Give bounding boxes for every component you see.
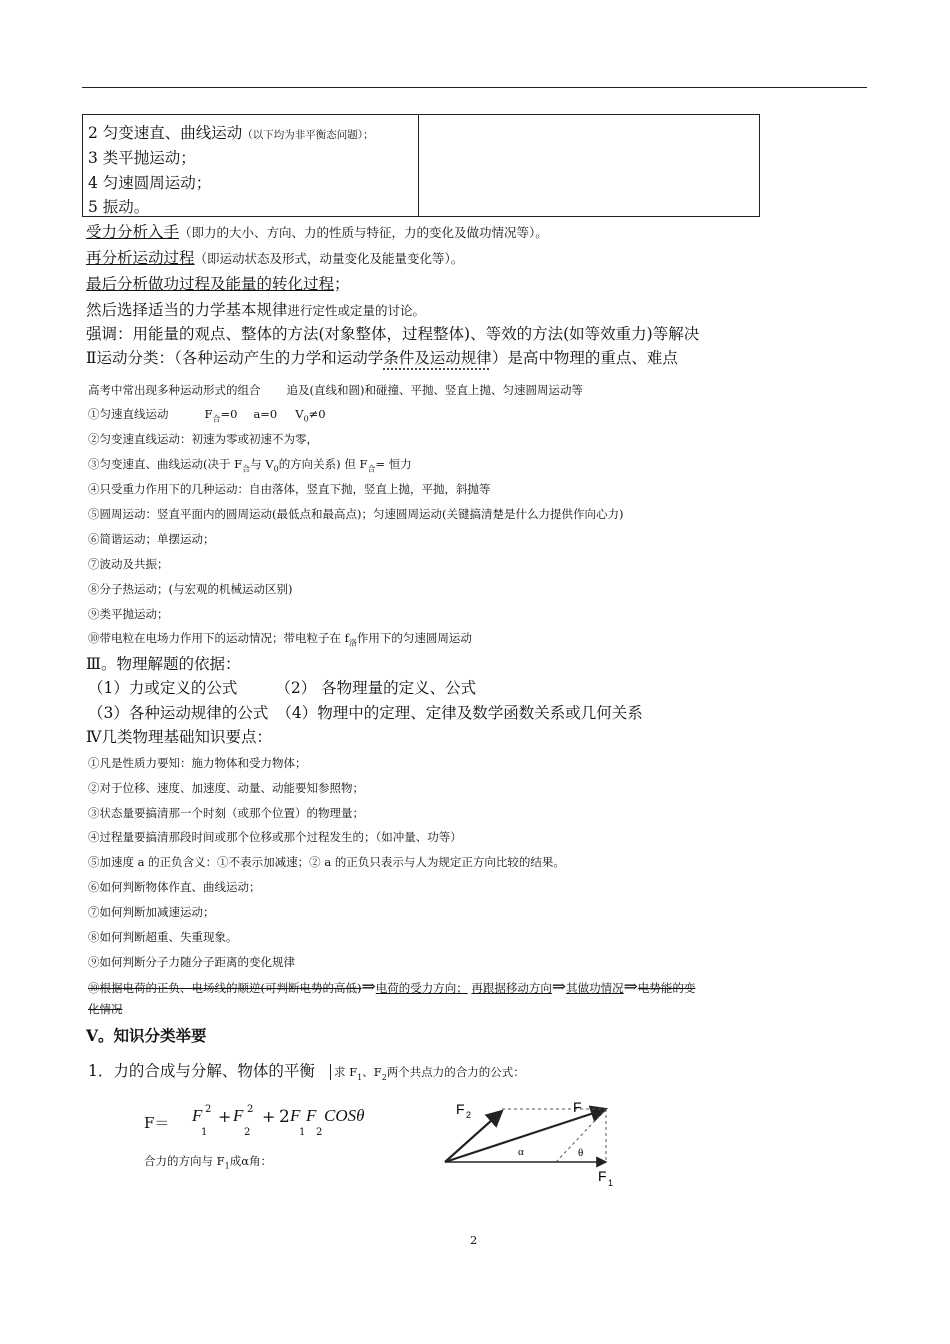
section-5-sub1: 1 — [357, 1073, 363, 1083]
section-5-s1d: 两个共点力的合力的公式： — [386, 1065, 525, 1079]
formula-plus-2: + — [262, 1107, 276, 1126]
motion-1-vsub: 0 — [303, 414, 309, 424]
formula-sub-2: 2 — [244, 1127, 251, 1138]
step-2 — [86, 246, 463, 268]
section-2-title — [86, 346, 678, 368]
step-1 — [86, 220, 548, 242]
formula-lhs: F＝ — [144, 1114, 170, 1132]
motion-1 — [88, 406, 326, 424]
table-row-3: 4 匀速圆周运动； — [88, 174, 212, 192]
table-row-1 — [88, 121, 374, 143]
motion-3-he: 合 — [242, 464, 251, 474]
table-row-2: 3 类平抛运动； — [88, 149, 196, 167]
direction-sub: 1 — [224, 1161, 230, 1171]
section-4-item-1: ①凡是性质力要知：施力物体和受力物体； — [88, 756, 307, 770]
section-3-l2a: （3）各种运动规律的公式 — [88, 704, 269, 722]
motion-3-d: = 恒力 — [375, 457, 412, 471]
combo-a: 高考中常出现多种运动形式的组合 — [88, 383, 261, 397]
label-f: F — [573, 1099, 582, 1115]
motion-table — [82, 114, 760, 217]
motion-1-label: ①匀速直线运动 — [88, 407, 169, 421]
section-4-item-10 — [88, 977, 695, 997]
bracket-mark — [320, 1064, 331, 1080]
motion-7: ⑦波动及共振； — [88, 557, 169, 571]
section-4-item-9: ⑨如何判断分子力随分子距离的变化规律 — [88, 955, 295, 969]
label-f2: F — [456, 1101, 465, 1117]
section-3-l1b: （2） 各物理量的定义、公式 — [275, 679, 477, 697]
table-row-1-main: 2 匀变速直、曲线运动 — [88, 124, 243, 142]
motion-1-a: a=0 — [253, 407, 278, 421]
section-4-item-3: ③状态量要搞清那一个时刻（或那个位置）的物理量； — [88, 806, 364, 820]
motion-9: ⑨类平抛运动； — [88, 607, 169, 621]
motion-4: ④只受重力作用下的几种运动：自由落体，竖直下抛，竖直上抛，平抛，斜抛等 — [88, 482, 491, 496]
item-10-p4: 其做功情况 — [566, 981, 624, 995]
force-parallelogram-diagram — [430, 1095, 630, 1195]
combo-line — [88, 382, 583, 398]
motion-1-f: F — [204, 407, 213, 421]
arrow-icon: ⇒ — [623, 977, 638, 997]
section-4-item-7: ⑦如何判断加减速运动； — [88, 905, 215, 919]
formula-f1: F — [192, 1106, 203, 1125]
section-3-line-1 — [88, 676, 476, 698]
step-1-tail: （即力的大小、方向、力的性质与特征，力的变化及做功情况等）。 — [179, 225, 548, 240]
item-10-p6: 化情况 — [88, 1002, 123, 1016]
section-2-dotted: 条件及运动规律 — [383, 349, 492, 367]
step-3-tail: ； — [334, 275, 350, 293]
motion-2: ②匀变速直线运动：初速为零或初速不为零， — [88, 432, 318, 446]
step-3-head: 最后分析做功过程及能量的转化过程 — [86, 275, 335, 293]
page-number: 2 — [470, 1233, 478, 1247]
formula-plus-1: + — [218, 1107, 232, 1126]
motion-3 — [88, 456, 412, 474]
direction-b: 成α角： — [229, 1154, 272, 1168]
motion-1-he: 合 — [212, 414, 221, 424]
formula-two: 2 — [279, 1107, 290, 1127]
section-5-item-1 — [88, 1059, 525, 1082]
section-5-s1b: 求 F — [333, 1065, 358, 1079]
label-theta: θ — [578, 1147, 584, 1159]
motion-3-a: ③匀变速直、曲线运动(决于 F — [88, 457, 243, 471]
arrow-icon: ⇒ — [361, 977, 376, 997]
formula-sub-3: 1 — [299, 1127, 306, 1138]
formula-sub-4: 2 — [316, 1127, 323, 1138]
formula-f4: F — [306, 1106, 317, 1125]
section-4-title: Ⅳ几类物理基础知识要点： — [86, 728, 272, 746]
formula-sup-2: 2 — [247, 1104, 254, 1115]
item-10-p3: 再跟据移动方向 — [471, 981, 552, 995]
motion-3-he2: 合 — [367, 464, 376, 474]
motion-1-fval: =0 — [220, 407, 238, 421]
f2-vector — [445, 1111, 502, 1162]
formula-cos: COSθ — [324, 1106, 365, 1125]
motion-3-c: 的方向关系) 但 F — [278, 457, 368, 471]
table-row-4: 5 振动。 — [88, 198, 150, 216]
section-4-item-8: ⑧如何判断超重、失重现象。 — [88, 930, 238, 944]
motion-10 — [88, 630, 472, 648]
section-2-post: ）是高中物理的重点、难点 — [491, 349, 678, 367]
section-4-item-5: ⑤加速度 a 的正负含义：①不表示加减速；② a 的正负只表示与人为规定正方向比较的结果。 — [88, 855, 565, 869]
law-line-a: 然后选择适当的力学基本规律 — [86, 301, 288, 319]
combo-b: 追及(直线和圆)和碰撞、平抛、竖直上抛、匀速圆周运动等 — [286, 383, 583, 397]
section-5-s1c: 、F — [362, 1065, 382, 1079]
motion-3-sub0: 0 — [273, 464, 279, 474]
item-10-p1: ⑩根据电荷的正负、电场线的顺逆(可判断电势的高低) — [88, 981, 362, 995]
section-3-title: Ⅲ。物理解题的依据： — [86, 655, 241, 673]
motion-8: ⑧分子热运动；(与宏观的机械运动区别) — [88, 582, 293, 596]
section-3-l2b: （4）物理中的定理、定律及数学函数关系或几何关系 — [276, 704, 643, 722]
section-5-sub2: 2 — [381, 1073, 387, 1083]
law-line-b: 进行定性或定量的讨论。 — [287, 303, 426, 318]
motion-10-a: ⑩带电粒在电场力作用下的运动情况；带电粒子在 f — [88, 631, 349, 645]
arrow-icon: ⇒ — [551, 977, 567, 997]
label-f1-sub: 1 — [608, 1178, 614, 1188]
section-3-l1a: （1）力或定义的公式 — [88, 679, 238, 697]
direction-a: 合力的方向与 F — [144, 1154, 225, 1168]
direction-line — [144, 1153, 272, 1170]
step-2-head: 再分析运动过程 — [86, 249, 195, 267]
motion-3-b: 与 V — [250, 457, 274, 471]
section-5-s1: 1．力的合成与分解、物体的平衡 — [88, 1062, 315, 1080]
step-3 — [86, 272, 350, 294]
emphasis-line: 强调：用能量的观点、整体的方法(对象整体，过程整体)、等效的方法(如等效重力)等解决 — [86, 325, 700, 343]
section-3-line-2 — [88, 701, 643, 723]
step-2-tail: （即运动状态及形式，动量变化及能量变化等）。 — [194, 251, 464, 266]
motion-1-vval: ≠0 — [308, 407, 326, 421]
label-f1: F — [598, 1168, 607, 1184]
motion-10-b: 作用下的匀速圆周运动 — [356, 631, 472, 645]
label-f2-sub: 2 — [466, 1110, 472, 1120]
section-4-item-2: ②对于位移、速度、加速度、动量、动能要知参照物； — [88, 781, 364, 795]
section-4-item-6: ⑥如何判断物体作直、曲线运动； — [88, 880, 261, 894]
table-row-1-note: （以下均为非平衡态问题）； — [242, 129, 374, 141]
law-line — [86, 298, 425, 320]
motion-6: ⑥简谐运动；单摆运动； — [88, 532, 215, 546]
formula-f3: F — [290, 1106, 301, 1125]
item-10-p5: 电势能的变 — [637, 981, 696, 995]
table-divider — [418, 115, 419, 216]
header-rule — [82, 87, 867, 88]
section-4-item-4: ④过程量要搞清那段时间或那个位移或那个过程发生的；（如冲量、功等） — [88, 830, 462, 844]
motion-10-sub: 洛 — [348, 638, 357, 648]
section-2-pre: Ⅱ运动分类：（各种运动产生的力学和运动学 — [86, 349, 384, 367]
formula-sub-1: 1 — [201, 1127, 208, 1138]
item-10-p2: 电荷的受力方向； — [375, 981, 468, 995]
motion-5: ⑤圆周运动：竖直平面内的圆周运动(最低点和最高点)；匀速圆周运动(关键搞清楚是什么力提供作向心力) — [88, 507, 624, 521]
motion-1-v: V — [295, 407, 304, 421]
label-alpha: α — [518, 1146, 524, 1158]
section-4-item-10-cont — [88, 1001, 123, 1017]
formula-f2: F — [233, 1106, 244, 1125]
step-1-head: 受力分析入手 — [86, 223, 180, 241]
formula-sup-1: 2 — [205, 1104, 212, 1115]
section-5-title: V。知识分类举要 — [86, 1026, 207, 1045]
